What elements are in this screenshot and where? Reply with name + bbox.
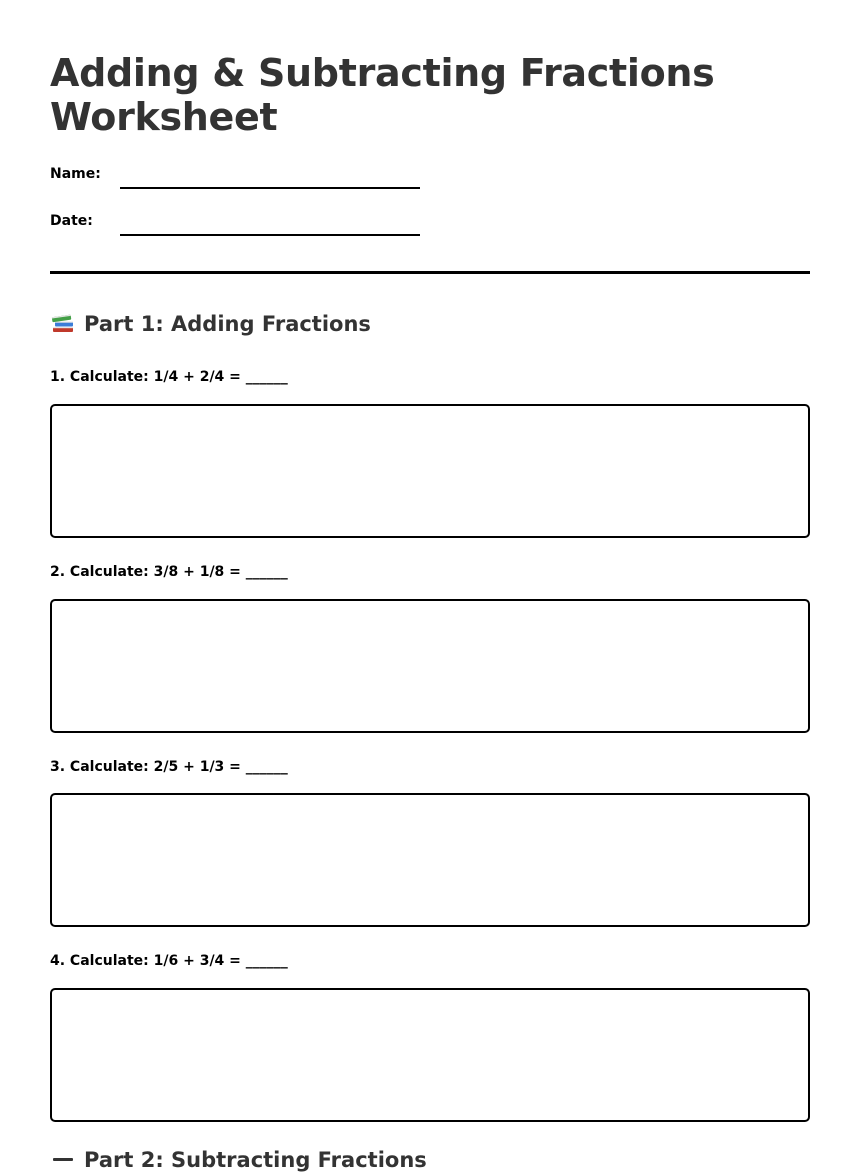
section-heading-part2 [50,1148,427,1172]
page-title: Adding & Subtracting Fractions Worksheet [50,51,715,139]
answer-box-3[interactable] [50,793,810,927]
answer-box-2[interactable] [50,599,810,733]
minus-icon [50,1148,76,1170]
header-divider [50,271,810,274]
name-label: Name: [50,166,101,182]
section-heading-part1 [50,312,371,336]
date-field-line[interactable] [120,234,420,236]
question-1: 1. Calculate: 1/4 + 2/4 = ______ [50,369,288,385]
section-heading-part1-text: Part 1: Adding Fractions [84,312,371,336]
question-4: 4. Calculate: 1/6 + 3/4 = ______ [50,953,288,969]
name-field-line[interactable] [120,187,420,189]
books-icon [50,312,76,334]
date-label: Date: [50,213,93,229]
answer-box-1[interactable] [50,404,810,538]
answer-box-4[interactable] [50,988,810,1122]
section-heading-part2-text: Part 2: Subtracting Fractions [84,1148,427,1172]
question-2: 2. Calculate: 3/8 + 1/8 = ______ [50,564,288,580]
question-3: 3. Calculate: 2/5 + 1/3 = ______ [50,759,288,775]
